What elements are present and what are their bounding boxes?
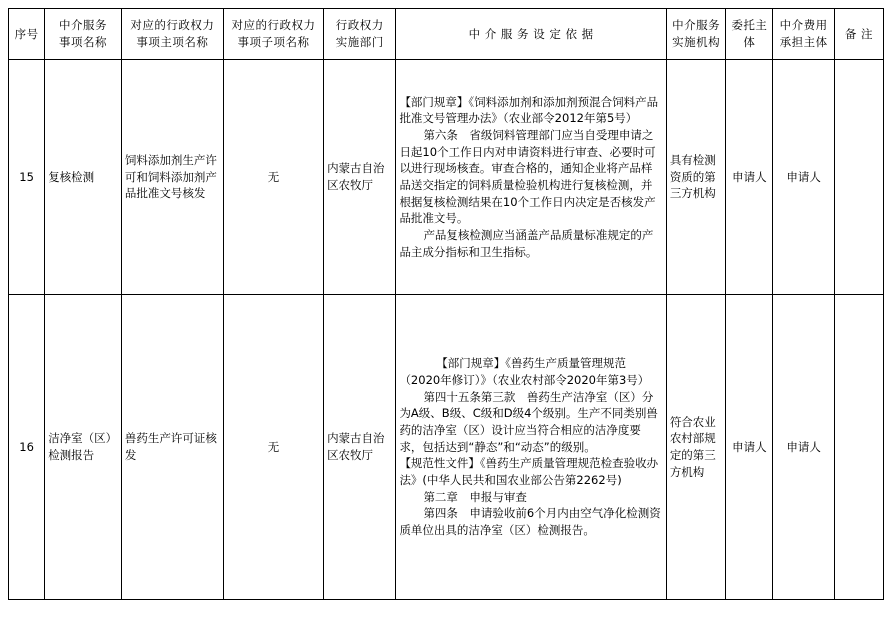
header-entrusting-party: 委托主体 bbox=[726, 9, 773, 60]
basis-paragraph: 第六条 省级饲料管理部门应当自受理申请之日起10个工作日内对申请资料进行审查、必要时可以进行现场核查。审查合格的，通知企业将产品样品送交指定的饲料质量检验机构进行复核检测，并根据复核检测结果在10个工作日内决定是否核发产品批准文号。 bbox=[399, 127, 656, 226]
cell-service-implementing-org: 具有检测资质的第三方机构 bbox=[666, 60, 726, 295]
header-implementing-department: 行政权力 实施部门 bbox=[324, 9, 396, 60]
basis-paragraph: 产品复核检测应当涵盖产品质量标准规定的产品主成分指标和卫生指标。 bbox=[399, 228, 654, 259]
header-admin-power-main-item: 对应的行政权力 事项主项名称 bbox=[121, 9, 223, 60]
basis-paragraph: 【部门规章】《饲料添加剂和添加剂预混合饲料产品批准文号管理办法》（农业部令2012年第5号） bbox=[399, 94, 659, 126]
cell-admin-power-sub-item: 无 bbox=[224, 60, 324, 295]
header-remark: 备 注 bbox=[834, 9, 883, 60]
cell-implementing-department: 内蒙古自治区农牧厅 bbox=[324, 60, 396, 295]
cell-seq: 16 bbox=[9, 295, 45, 600]
cell-service-basis bbox=[396, 60, 666, 295]
cell-service-item-name: 复核检测 bbox=[45, 60, 122, 295]
cell-service-item-name: 洁净室（区）检测报告 bbox=[45, 295, 122, 600]
basis-paragraph: 【规范性文件】《兽药生产质量管理规范检查验收办法》(中华人民共和国农业部公告第2262号) bbox=[399, 456, 659, 487]
table-header-row bbox=[9, 9, 884, 60]
header-admin-power-sub-item: 对应的行政权力 事项子项名称 bbox=[224, 9, 324, 60]
cell-implementing-department: 内蒙古自治区农牧厅 bbox=[324, 295, 396, 600]
header-service-basis: 中 介 服 务 设 定 依 据 bbox=[396, 9, 666, 60]
cell-admin-power-main-item: 饲料添加剂生产许可和饲料添加剂产品批准文号核发 bbox=[121, 60, 223, 295]
header-service-implementing-org: 中介服务 实施机构 bbox=[666, 9, 726, 60]
header-seq: 序号 bbox=[9, 9, 45, 60]
table-body bbox=[9, 60, 884, 600]
table-row bbox=[9, 295, 884, 600]
header-service-item-name: 中介服务 事项名称 bbox=[45, 9, 122, 60]
cell-service-implementing-org: 符合农业农村部规定的第三方机构 bbox=[666, 295, 726, 600]
table-header bbox=[9, 9, 884, 60]
cell-entrusting-party: 申请人 bbox=[726, 60, 773, 295]
basis-paragraph: 第四十五条第三款 兽药生产洁净室（区）分为A级、B级、C级和D级4个级别。生产不同类别兽药的洁净室（区）设计应当符合相应的洁净度要求，包括达到“静态”和“动态”的级别。 bbox=[399, 389, 658, 454]
intermediary-service-table bbox=[8, 8, 884, 600]
basis-paragraph: 第二章 申报与审查 bbox=[423, 489, 527, 504]
basis-paragraph: 【部门规章】《兽药生产质量管理规范 bbox=[436, 356, 626, 371]
cell-seq: 15 bbox=[9, 60, 45, 295]
cell-fee-bearing-party: 申请人 bbox=[773, 60, 835, 295]
table-row bbox=[9, 60, 884, 295]
cell-fee-bearing-party: 申请人 bbox=[773, 295, 835, 600]
cell-remark bbox=[834, 60, 883, 295]
cell-remark bbox=[834, 295, 883, 600]
cell-service-basis bbox=[396, 295, 666, 600]
cell-entrusting-party: 申请人 bbox=[726, 295, 773, 600]
cell-admin-power-sub-item: 无 bbox=[224, 295, 324, 600]
cell-admin-power-main-item: 兽药生产许可证核发 bbox=[121, 295, 223, 600]
basis-paragraph: （2020年修订）》（农业农村部令2020年第3号） bbox=[399, 372, 650, 387]
basis-paragraph: 第四条 申请验收前6个月内由空气净化检测资质单位出具的洁净室（区）检测报告。 bbox=[399, 506, 661, 538]
header-fee-bearing-party: 中介费用 承担主体 bbox=[773, 9, 835, 60]
